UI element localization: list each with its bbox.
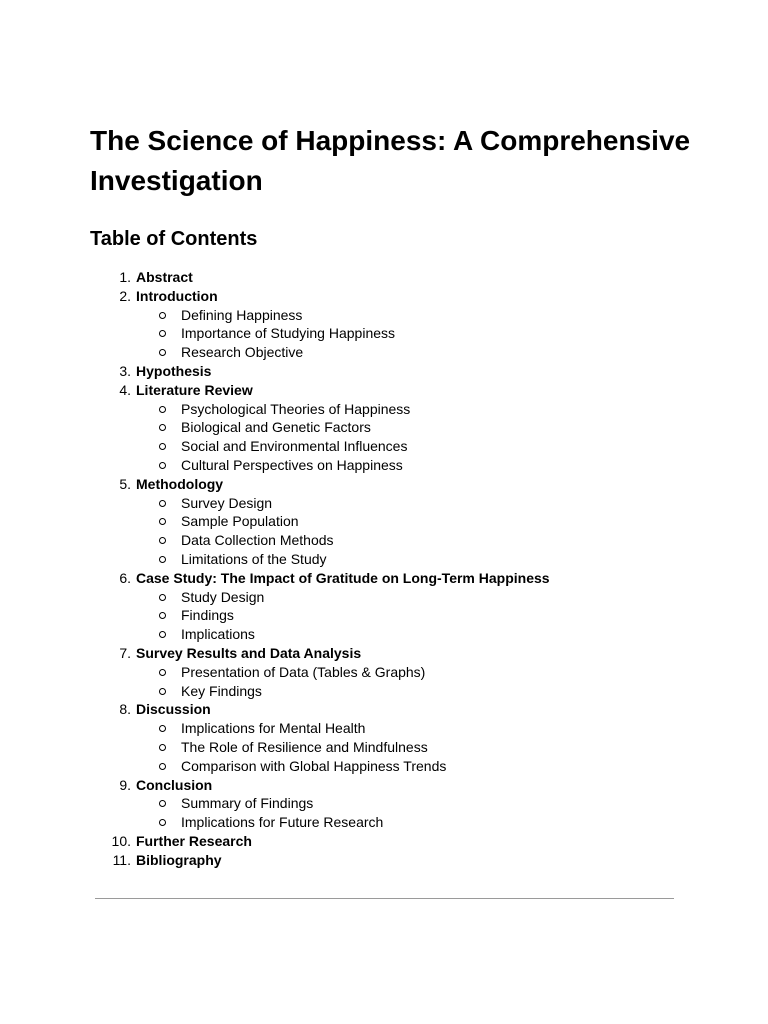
toc-subitem: [0, 418, 768, 437]
toc-subitem: [0, 456, 768, 475]
toc-item: [0, 851, 768, 870]
toc-entry: [0, 832, 768, 851]
toc-subitem-label: Implications for Mental Health: [181, 720, 366, 737]
toc-item: [0, 832, 768, 851]
hollow-circle-bullet-icon: [159, 725, 166, 732]
toc-item-label: Bibliography: [136, 851, 222, 868]
toc-subitem-label: Presentation of Data (Tables & Graphs): [181, 663, 426, 680]
toc-item: [0, 700, 768, 775]
toc-item: [0, 644, 768, 700]
toc-subitem-label: Psychological Theories of Happiness: [181, 400, 411, 417]
toc-subitem-label: Importance of Studying Happiness: [181, 325, 396, 342]
toc-subitem-list: [0, 400, 768, 475]
toc-subitem: [0, 738, 768, 757]
toc-subitem-label: Comparison with Global Happiness Trends: [181, 757, 447, 774]
toc-subitem: [0, 306, 768, 325]
toc-item-label: Hypothesis: [136, 362, 212, 379]
hollow-circle-bullet-icon: [159, 763, 166, 770]
toc-entry: [0, 381, 768, 400]
toc-item-number: 11.: [112, 851, 131, 868]
toc-subitem: [0, 663, 768, 682]
hollow-circle-bullet-icon: [159, 443, 166, 450]
toc-subitem-label: Data Collection Methods: [181, 532, 334, 549]
toc-subitem-list: [0, 306, 768, 362]
toc-entry: [0, 287, 768, 306]
toc-entry: [0, 851, 768, 870]
toc-item-label: Abstract: [136, 269, 193, 285]
toc-item-label: Methodology: [136, 475, 224, 492]
hollow-circle-bullet-icon: [159, 556, 166, 563]
toc-subitem-label: Social and Environmental Influences: [181, 438, 408, 455]
toc-item: [0, 776, 768, 832]
toc-item-number: 7.: [119, 644, 131, 661]
toc-subitem: [0, 400, 768, 419]
toc-item: [0, 569, 768, 644]
toc-item: [0, 362, 768, 381]
hollow-circle-bullet-icon: [159, 819, 166, 826]
toc-subitem-label: Sample Population: [181, 513, 299, 530]
hollow-circle-bullet-icon: [159, 312, 166, 319]
toc-subitem: [0, 494, 768, 513]
document-title: The Science of Happiness: A Comprehensive Investigation: [90, 125, 691, 196]
toc-entry: [0, 362, 768, 381]
toc-entry: [0, 644, 768, 663]
toc-subitem-label: Limitations of the Study: [181, 550, 327, 567]
toc-item: [0, 475, 768, 569]
toc-subitem: [0, 606, 768, 625]
toc-subitem: [0, 719, 768, 738]
table-of-contents: [0, 268, 768, 870]
toc-subitem-label: Research Objective: [181, 344, 304, 361]
hollow-circle-bullet-icon: [159, 349, 166, 356]
toc-entry: [0, 569, 768, 588]
toc-item-number: 4.: [119, 381, 131, 398]
toc-item-label: Further Research: [136, 832, 252, 849]
toc-heading: Table of Contents: [90, 228, 258, 250]
toc-subitem-list: [0, 494, 768, 569]
hollow-circle-bullet-icon: [159, 631, 166, 638]
toc-entry: [0, 268, 768, 287]
toc-subitem: [0, 757, 768, 776]
toc-item: [0, 287, 768, 362]
toc-subitem: [0, 625, 768, 644]
toc-subitem-label: Survey Design: [181, 494, 273, 511]
toc-item-label: Literature Review: [136, 381, 253, 398]
toc-subitem: [0, 588, 768, 607]
toc-subitem-label: Implications for Future Research: [181, 814, 384, 831]
toc-item-label: Discussion: [136, 701, 211, 718]
toc-entry: [0, 700, 768, 719]
toc-subitem-list: [0, 794, 768, 832]
hollow-circle-bullet-icon: [159, 688, 166, 695]
hollow-circle-bullet-icon: [159, 594, 166, 601]
toc-item-label: Survey Results and Data Analysis: [136, 644, 362, 661]
toc-subitem-label: Cultural Perspectives on Happiness: [181, 456, 403, 473]
toc-item-number: 10.: [111, 832, 131, 849]
hollow-circle-bullet-icon: [159, 406, 166, 413]
toc-item-label: Conclusion: [136, 776, 213, 793]
toc-subitem: [0, 512, 768, 531]
toc-subitem-label: Findings: [181, 607, 234, 624]
toc-item-label: Case Study: The Impact of Gratitude on Long-Term Happiness: [136, 569, 550, 586]
toc-item-number: 5.: [119, 475, 131, 492]
hollow-circle-bullet-icon: [159, 800, 166, 807]
toc-subitem: [0, 324, 768, 343]
hollow-circle-bullet-icon: [159, 537, 166, 544]
hollow-circle-bullet-icon: [159, 669, 166, 676]
toc-subitem-label: The Role of Resilience and Mindfulness: [181, 738, 428, 755]
toc-subitem: [0, 343, 768, 362]
toc-subitem: [0, 682, 768, 701]
horizontal-rule: [95, 898, 674, 899]
toc-subitem-label: Biological and Genetic Factors: [181, 419, 371, 436]
hollow-circle-bullet-icon: [159, 424, 166, 431]
toc-entry: [0, 776, 768, 795]
toc-item-label: Introduction: [136, 287, 218, 304]
hollow-circle-bullet-icon: [159, 500, 166, 507]
toc-item-number: 3.: [119, 362, 131, 379]
toc-item-number: 2.: [119, 287, 131, 304]
toc-subitem-label: Summary of Findings: [181, 795, 314, 812]
toc-subitem-list: [0, 719, 768, 775]
toc-entry: [0, 475, 768, 494]
toc-subitem: [0, 531, 768, 550]
toc-item-number: 8.: [119, 701, 131, 718]
hollow-circle-bullet-icon: [159, 330, 166, 337]
hollow-circle-bullet-icon: [159, 744, 166, 751]
toc-subitem-label: Study Design: [181, 588, 265, 605]
toc-subitem-label: Defining Happiness: [181, 306, 303, 323]
toc-subitem-list: [0, 663, 768, 701]
toc-subitem-label: Implications: [181, 626, 255, 643]
toc-item: [0, 381, 768, 475]
toc-subitem-list: [0, 588, 768, 644]
toc-item-number: 9.: [119, 776, 131, 793]
hollow-circle-bullet-icon: [159, 462, 166, 469]
toc-subitem: [0, 794, 768, 813]
hollow-circle-bullet-icon: [159, 518, 166, 525]
toc-item: [0, 268, 768, 287]
toc-subitem: [0, 813, 768, 832]
toc-subitem-label: Key Findings: [181, 682, 262, 699]
toc-item-number: 1.: [119, 269, 131, 285]
hollow-circle-bullet-icon: [159, 612, 166, 619]
toc-subitem: [0, 437, 768, 456]
toc-subitem: [0, 550, 768, 569]
toc-item-number: 6.: [119, 569, 131, 586]
